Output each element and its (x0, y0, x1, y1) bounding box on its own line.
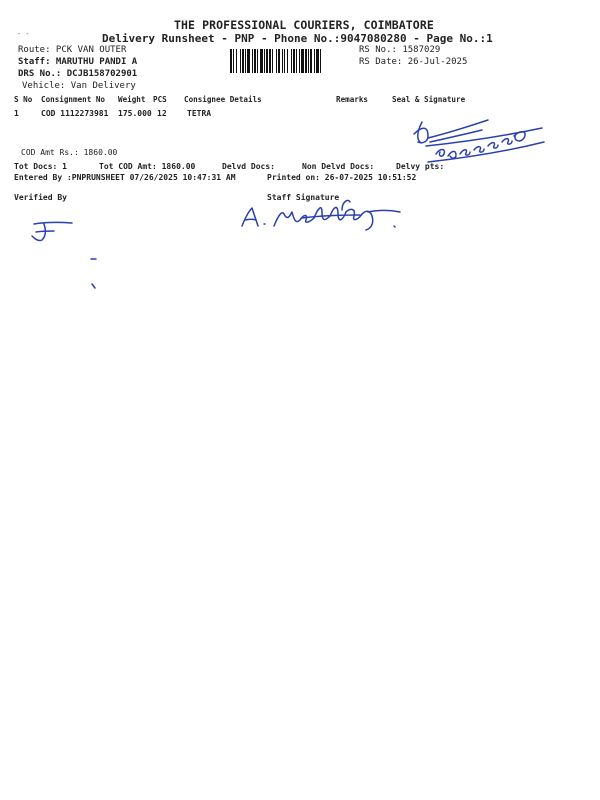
drs-label: DRS No.: DCJB158702901 (18, 69, 138, 79)
row-sno: 1 (14, 109, 19, 118)
delvd-docs: Delvd Docs: (222, 162, 275, 171)
col-header-sno: S No (14, 95, 33, 104)
rs-date-label: RS Date: 26-Jul-2025 (359, 57, 468, 67)
company-title: THE PROFESSIONAL COURIERS, COIMBATORE (174, 18, 434, 32)
row-pcs: 12 (157, 109, 167, 118)
row-consignment: COD 1112273981 (41, 109, 109, 118)
staff-signature (238, 196, 413, 238)
vehicle-label: Vehicle: Van Delivery (22, 81, 136, 91)
row-weight: 175.000 (118, 109, 152, 118)
tot-docs: Tot Docs: 1 (14, 162, 67, 171)
cod-amount: COD Amt Rs.: 1860.00 (21, 148, 118, 157)
rs-no-label: RS No.: 1587029 (359, 45, 441, 55)
runsheet-title: Delivery Runsheet - PNP - Phone No.:9047080280 - Page No.:1 (102, 32, 493, 45)
col-header-seal: Seal & Signature (392, 95, 466, 104)
delvy-pts: Delvy pts: (396, 162, 445, 171)
col-header-remarks: Remarks (336, 95, 369, 104)
stray-pen-mark (88, 256, 102, 292)
route-label: Route: PCK VAN OUTER (18, 45, 127, 55)
col-header-consignee: Consignee Details (184, 95, 262, 104)
col-header-weight: Weight (118, 95, 146, 104)
delivery-signature (404, 112, 554, 166)
staff-label: Staff: MARUTHU PANDI A (18, 57, 138, 67)
printed-on: Printed on: 26-07-2025 10:51:52 (267, 173, 417, 182)
row-consignee: TETRA (187, 109, 212, 118)
staff-signature-label: Staff Signature (267, 193, 340, 202)
col-header-pcs: PCS (153, 95, 167, 104)
corner-mark: - - (17, 30, 30, 38)
verified-by-label: Verified By (14, 193, 67, 202)
entered-by: Entered By :PNPRUNSHEET 07/26/2025 10:47:31 AM (14, 173, 236, 182)
col-header-consignment: Consignment No (41, 95, 106, 104)
tot-cod-amt: Tot COD Amt: 1860.00 (99, 162, 196, 171)
non-delvd-docs: Non Delvd Docs: (302, 162, 375, 171)
verified-by-signature (28, 214, 78, 244)
barcode-image (230, 49, 356, 73)
